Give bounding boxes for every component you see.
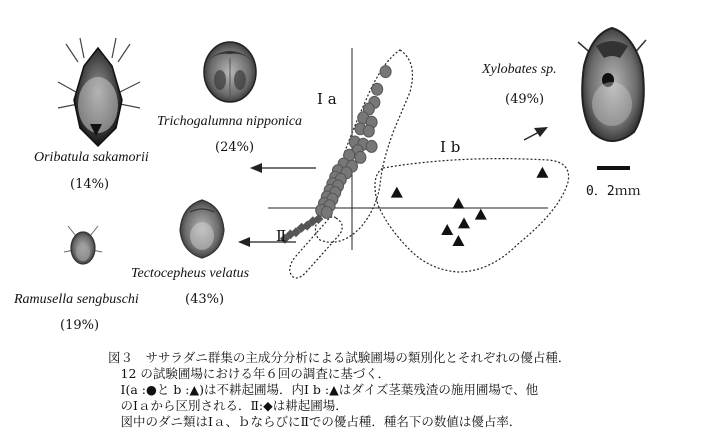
caption-line: 図３ ササラダニ群集の主成分分析による試験圃場の類別化とそれぞれの優占種． [108,350,571,365]
data-point-triangle [536,167,548,178]
species-name-xylobates: Xylobates sp. [482,62,557,77]
data-point-triangle [441,224,453,235]
tectocepheus-velatus-image [180,200,224,258]
group-label-ii: Ⅱ [276,227,287,245]
data-point-circle [355,151,366,163]
group-label-ia: Ⅰ a [317,90,337,108]
data-point-circle [363,125,374,137]
data-point-triangle [452,198,464,209]
arrow-head-oribatula [250,163,262,173]
group-label-ib: Ⅰ b [440,138,461,156]
scale-bar-label: 0．2ｍｍ [586,184,641,199]
species-name-ramusella: Ramusella sengbuschi [14,292,139,307]
species-name-trichogalumna: Trichogalumna nipponica [157,114,303,129]
scale-bar [597,166,630,170]
data-point-circle [366,140,377,152]
figure-caption [108,350,698,430]
species-percent-ramusella: (19%) [60,318,100,333]
data-point-triangle [475,209,487,220]
data-point-circle [372,83,383,95]
caption-line: 12 の試験圃場における年６回の調査に基づく． [108,366,391,381]
caption-line: Ⅰ(a :●と b :▲)は不耕起圃場．内Ⅰ b :▲はダイズ茎葉残渣の施用圃場で、他 [108,382,539,397]
caption-line: 図中のダニ類はⅠａ、ｂならびにⅡでの優占種．種名下の数値は優占率． [108,414,522,429]
species-percent-xylobates: (49%) [505,92,545,107]
species-percent-oribatula: (14%) [70,177,110,192]
species-percent-trichogalumna: (24%) [215,140,255,155]
data-point-triangle [452,235,464,246]
data-point-triangle [458,217,470,228]
species-name-oribatula: Oribatula sakamorii [34,150,149,165]
data-point-circle [321,206,332,218]
data-point-circle [380,66,391,78]
caption-line: のⅠａから区別される．Ⅱ:◆は耕起圃場． [108,398,348,413]
species-percent-tectocepheus: (43%) [185,292,225,307]
arrow-head-tectocepheus [238,237,250,247]
data-point-triangle [391,187,403,198]
species-name-tectocepheus: Tectocepheus velatus [131,266,250,281]
ramusella-sengbuschi-image [64,226,102,264]
oribatula-sakamorii-image [58,38,140,146]
trichogalumna-nipponica-image [204,42,256,102]
arrow-head-xylobates [534,127,548,137]
xylobates-image [578,28,646,141]
